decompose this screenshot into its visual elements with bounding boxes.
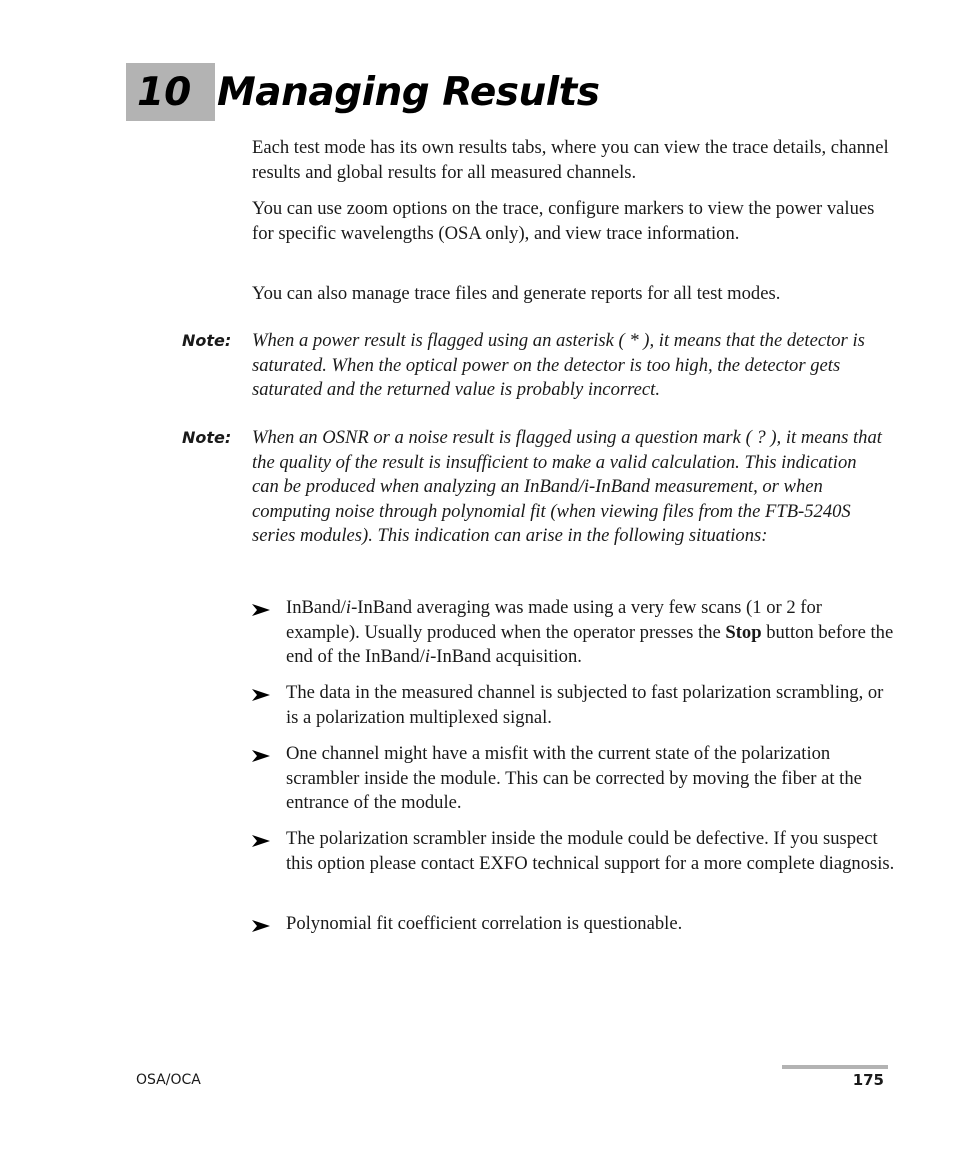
page-number: 175: [852, 1071, 884, 1089]
chapter-number: 10: [137, 70, 192, 115]
arrowhead-bullet-icon: [250, 919, 272, 933]
bullet-item-misfit: One channel might have a misfit with the current state of the polarization scrambler inside the module. This can be corrected by moving the fiber at the entrance of the module.: [286, 743, 862, 814]
note-text-saturation: When a power result is flagged using an asterisk ( * ), it means that the detector is saturated. When the optical power on the detector is too high, the detector gets saturated and the returned value is probably incorrect.: [252, 330, 865, 401]
bullet-item-averaging: [286, 596, 896, 670]
bullet-item-scrambling: The data in the measured channel is subjected to fast polarization scrambling, or is a polarization multiplexed signal.: [286, 682, 884, 728]
bullet-text-part: -InBand acquisition.: [430, 646, 582, 668]
bullet-text-italic: i: [345, 597, 352, 618]
bullet-text-part: InBand/: [286, 597, 346, 618]
arrowhead-bullet-icon: [250, 688, 272, 702]
bullet-text-part: button before the end of the InBand/: [286, 621, 894, 668]
bullet-item-defective: The polarization scrambler inside the module could be defective. If you suspect this option please contact EXFO technical support for a more complete diagnosis.: [286, 828, 895, 874]
intro-paragraph-3: You can also manage trace files and generate reports for all test modes.: [252, 283, 781, 304]
arrowhead-bullet-icon: [250, 749, 272, 763]
note-text-osnr: When an OSNR or a noise result is flagged using a question mark ( ? ), it means that the quality of the result is insufficient to make a valid calculation. This indication can be produced when analyzing an InBand/i-InBand measurement, or when computing noise through polynomial fit (when viewing files from the FTB-5240S series modules). This indication can arise in the following situations:: [252, 427, 882, 547]
intro-paragraph-1: Each test mode has its own results tabs, where you can view the trace details, channel results and global results for all measured channels.: [252, 137, 889, 183]
bullet-text-part: -InBand averaging was made using a very few scans (1 or 2 for example). Usually produced when the operator presses the: [286, 597, 822, 643]
note-label: Note:: [182, 428, 232, 447]
bullet-item-polynomial: Polynomial fit coefficient correlation is questionable.: [286, 913, 683, 934]
intro-paragraph-2: You can use zoom options on the trace, configure markers to view the power values for specific wavelengths (OSA only), and view trace information.: [252, 198, 875, 244]
footer-product-name: OSA/OCA: [136, 1072, 201, 1088]
arrowhead-bullet-icon: [250, 603, 272, 617]
footer-rule: [782, 1065, 888, 1069]
bullet-text-italic: i: [424, 646, 431, 668]
arrowhead-bullet-icon: [250, 834, 272, 848]
note-label: Note:: [182, 331, 232, 350]
stop-button-label: Stop: [725, 621, 762, 643]
chapter-title: Managing Results: [217, 70, 600, 115]
